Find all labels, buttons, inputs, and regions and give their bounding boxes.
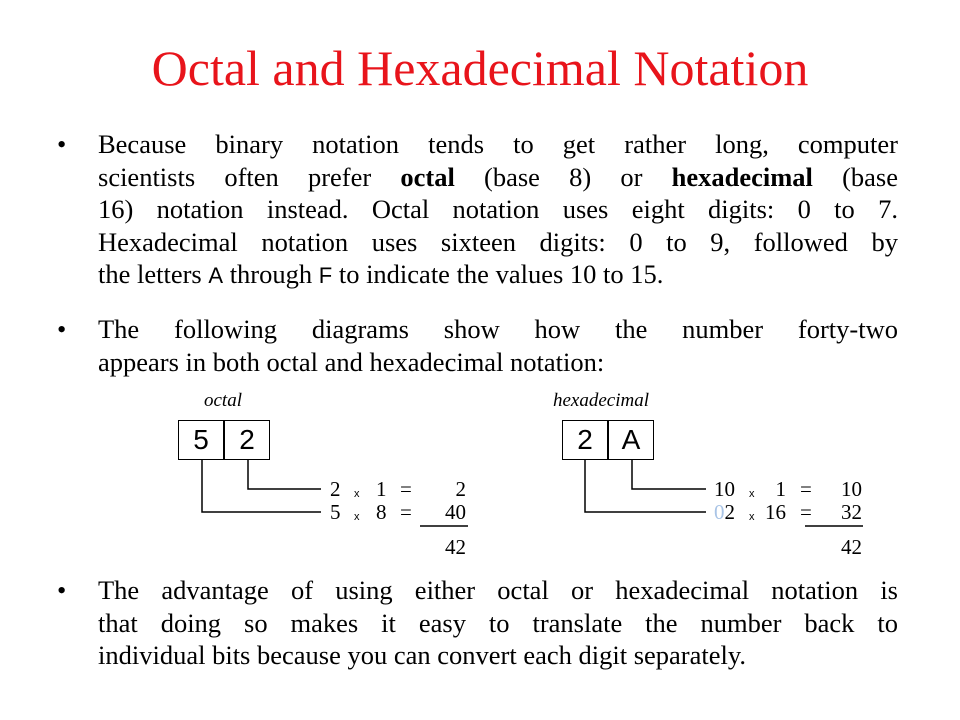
hex-row2-result: 32 bbox=[841, 500, 862, 524]
octal-row1-result: 2 bbox=[455, 477, 466, 501]
octal-connector-ones bbox=[248, 460, 321, 489]
octal-row2-result: 40 bbox=[445, 500, 466, 524]
letter-f: F bbox=[318, 263, 333, 288]
octal-row2-times: x bbox=[354, 511, 360, 523]
hex-connector-sixteens bbox=[585, 460, 706, 512]
bullet1-line2: scientists often prefer octal (base 8) or hexadecimal (base bbox=[98, 161, 898, 192]
octal-row1-digit: 2 bbox=[330, 477, 341, 501]
hex-row1-digit: 10 bbox=[714, 477, 735, 501]
bullet-dot: • bbox=[57, 314, 67, 344]
bullet2-line2: appears in both octal and hexadecimal notation: bbox=[98, 346, 605, 377]
octal-row1-eq: = bbox=[400, 477, 412, 501]
octal-row2-digit: 5 bbox=[330, 500, 341, 524]
hex-row2-leading-zero: 0 bbox=[714, 500, 725, 524]
bullet-advantage bbox=[57, 574, 898, 672]
octal-digit-box-ones: 2 bbox=[224, 420, 270, 460]
bullet1-line1: Because binary notation tends to get rather long, computer bbox=[98, 129, 898, 159]
bullet3-line3: individual bits because you can convert each digit separately. bbox=[98, 640, 747, 670]
bullet-dot: • bbox=[57, 575, 67, 605]
caption-octal: octal bbox=[204, 390, 242, 411]
bullet-diagrams bbox=[57, 313, 898, 378]
octal-row1-times: x bbox=[354, 488, 360, 500]
bullet1-line3: 16) notation instead. Octal notation uses eight digits: 0 to 7. bbox=[98, 194, 898, 224]
hex-sum: 42 bbox=[841, 535, 862, 559]
hex-row1-times: x bbox=[749, 488, 755, 500]
letter-a: A bbox=[208, 263, 224, 288]
bullet1-line5: the letters A through F to indicate the values 10 to 15. bbox=[98, 259, 664, 289]
slide-title: Octal and Hexadecimal Notation bbox=[151, 40, 809, 96]
octal-digit-box-eights: 5 bbox=[178, 420, 224, 460]
octal-row1-mult: 1 bbox=[376, 477, 387, 501]
bullet-dot: • bbox=[57, 129, 67, 159]
term-octal: octal bbox=[400, 161, 455, 192]
hex-digit-box-sixteens: 2 bbox=[562, 420, 608, 460]
bullet3-line2: that doing so makes it easy to translate the number back to bbox=[98, 607, 898, 638]
hex-row2-times: x bbox=[749, 511, 755, 523]
octal-sum: 42 bbox=[445, 535, 466, 559]
bullet2-line1: The following diagrams show how the number forty-two bbox=[98, 314, 898, 344]
octal-connector-eights bbox=[202, 460, 321, 512]
hex-row1-mult: 1 bbox=[775, 477, 786, 501]
hex-row2-eq: = bbox=[800, 500, 812, 524]
hex-row1-result: 10 bbox=[841, 477, 862, 501]
hex-row2-digit: 02 bbox=[714, 500, 735, 524]
octal-row2-eq: = bbox=[400, 500, 412, 524]
hex-row1-eq: = bbox=[800, 477, 812, 501]
bullet3-line1: The advantage of using either octal or hexadecimal notation is bbox=[98, 575, 898, 605]
bullet-intro bbox=[57, 128, 898, 293]
hex-digit-box-ones: A bbox=[608, 420, 654, 460]
hex-row2-mult: 16 bbox=[765, 500, 786, 524]
caption-hexadecimal: hexadecimal bbox=[553, 390, 650, 411]
hex-connector-ones bbox=[632, 460, 706, 489]
term-hexadecimal: hexadecimal bbox=[671, 161, 813, 192]
bullet1-line4: Hexadecimal notation uses sixteen digits: 0 to 9, followed by bbox=[98, 226, 898, 257]
octal-row2-mult: 8 bbox=[376, 500, 387, 524]
